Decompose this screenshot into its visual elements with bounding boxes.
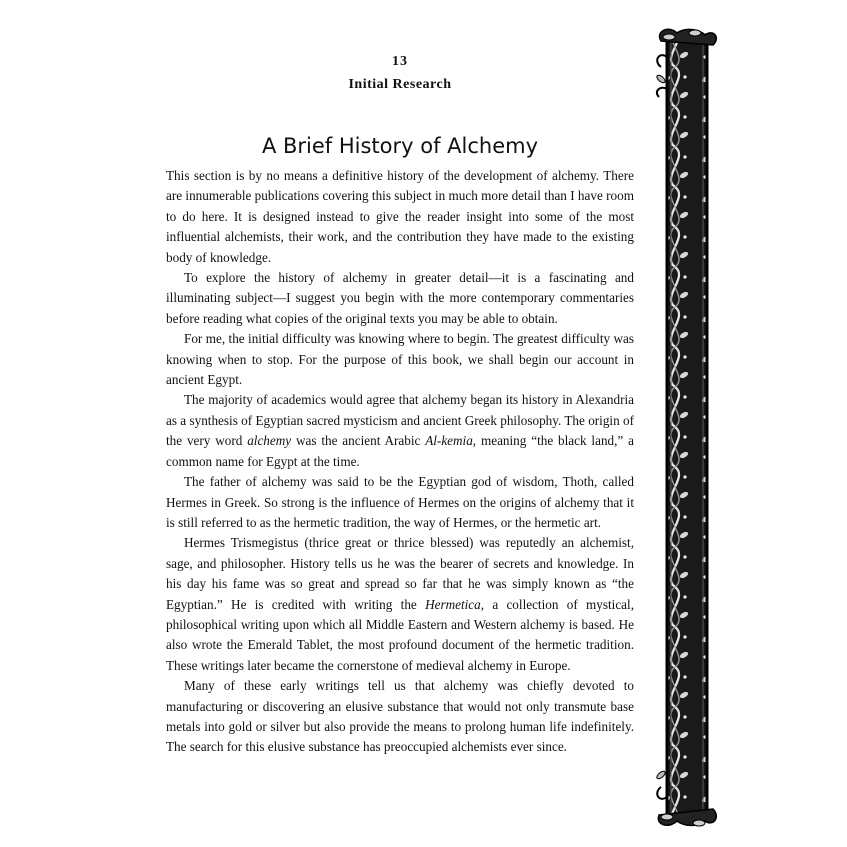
paragraph-text: a collection of mystical, philosophical writing upon which all Middle Eastern and Western alchemy is based. He also wrote the Emerald Tablet, the most profound document of the hermetic tradition. These writings later became the cornerstone of medieval alchemy in Europe. xyxy=(166,596,634,673)
emphasis-hermetica: Hermetica, xyxy=(425,596,485,612)
emphasis-alchemy: alchemy xyxy=(247,433,292,449)
paragraph-text: was the ancient Arabic xyxy=(291,433,426,449)
paragraph: The father of alchemy was said to be the Egyptian god of wisdom, Thoth, called Hermes in Greek. So strong is the influence of Hermes on the origins of alchemy that it is still referred to as the hermetic tradition, the way of Hermes, or the hermetic art. xyxy=(166,474,634,530)
paragraph-text: The majority of academics would agree that alchemy began its history in Alexandria as a synthesis of Egyptian sacred mysticism and ancient Greek philosophy. The origin of the very word xyxy=(166,392,634,449)
paragraph: To explore the history of alchemy in greater detail—it is a fascinating and illuminating subject—I suggest you begin with the more contemporary commentaries before reading what copies of the original texts you may be able to obtain. xyxy=(166,270,634,326)
paragraph-text: Hermes Trismegistus (thrice great or thrice blessed) was reputedly an alchemist, sage, and philosopher. History tells us he was the bearer of secrets and knowledge. In his day his fame was so great and spread so far that he was simply known as “the Egyptian.” He is credited with writing the xyxy=(166,535,634,612)
page-number: 13 xyxy=(392,54,408,69)
decorative-vine-border xyxy=(655,27,719,827)
emphasis-al-kemia: Al-kemia, xyxy=(425,433,477,449)
paragraph xyxy=(166,390,634,472)
paragraph-text: meaning “the black land,” a common name for Egypt at the time. xyxy=(166,433,634,469)
section-title: A Brief History of Alchemy xyxy=(261,134,539,158)
chapter-title: Initial Research xyxy=(348,77,452,92)
body-text xyxy=(166,166,634,758)
paragraph: This section is by no means a definitive history of the development of alchemy. There are innumerable publications covering this subject in much more detail than I have room to do here. It is designed instead to give the reader insight into some of the most influential alchemists, their work, and the contribution they have made to the existing body of knowledge. xyxy=(166,168,634,265)
paragraph: For me, the initial difficulty was knowing where to begin. The greatest difficulty was knowing when to stop. For the purpose of this book, we shall begin our account in ancient Egypt. xyxy=(166,331,634,388)
paragraph: Many of these early writings tell us that alchemy was chiefly devoted to manufacturing or discovering an elusive substance that would not only transmute base metals into gold or silver but also provide the means to prolong human life indefinitely. The search for this elusive substance has preoccupied alchemists ever since. xyxy=(166,678,634,755)
paragraph xyxy=(166,533,634,676)
